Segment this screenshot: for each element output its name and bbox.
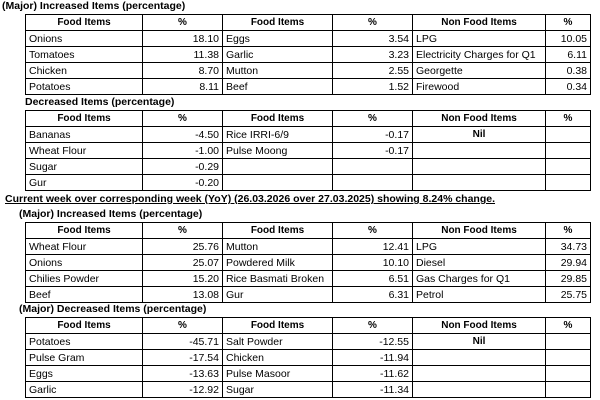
food-item-cell — [223, 175, 333, 191]
food-item-cell: Bananas — [26, 127, 143, 143]
percent-cell: 1.52 — [333, 79, 413, 95]
food-item-cell: Gur — [26, 175, 143, 191]
nil-cell: Nil — [413, 127, 546, 143]
column-header: Non Food Items — [413, 15, 546, 31]
food-item-cell: Pulse Masoor — [223, 366, 333, 382]
food-item-cell: Sugar — [26, 159, 143, 175]
percent-cell: 25.75 — [546, 287, 591, 303]
non-food-item-cell: Gas Charges for Q1 — [413, 271, 546, 287]
column-header: Food Items — [26, 223, 143, 239]
percent-cell: 11.38 — [143, 47, 223, 63]
non-food-item-cell: Georgette — [413, 63, 546, 79]
percent-cell: -0.17 — [333, 127, 413, 143]
percent-cell — [546, 350, 591, 366]
table-row — [26, 143, 591, 159]
food-item-cell: Rice Basmati Broken — [223, 271, 333, 287]
food-item-cell: Sugar — [223, 382, 333, 398]
percent-cell: -13.63 — [143, 366, 223, 382]
percent-cell: -11.34 — [333, 382, 413, 398]
food-item-cell: Beef — [223, 79, 333, 95]
percent-cell: 15.20 — [143, 271, 223, 287]
column-header: Food Items — [223, 111, 333, 127]
food-item-cell: Pulse Gram — [26, 350, 143, 366]
table-row — [26, 239, 591, 255]
column-header: Food Items — [223, 15, 333, 31]
column-header: % — [143, 223, 223, 239]
yoy-week-heading: Current week over corresponding week (YoY) (26.03.2026 over 27.03.2025) showing 8.24% change. — [5, 193, 496, 205]
non-food-item-cell: Diesel — [413, 255, 546, 271]
food-item-cell: Eggs — [26, 366, 143, 382]
column-header: % — [143, 15, 223, 31]
percent-cell: 29.85 — [546, 271, 591, 287]
non-food-item-cell: LPG — [413, 31, 546, 47]
food-item-cell: Tomatoes — [26, 47, 143, 63]
table-header-row — [26, 223, 591, 239]
percent-cell: 3.54 — [333, 31, 413, 47]
table-header-row — [26, 111, 591, 127]
percent-cell — [546, 382, 591, 398]
column-header: % — [333, 15, 413, 31]
table-row — [26, 334, 591, 350]
percent-cell: -17.54 — [143, 350, 223, 366]
percent-cell: 10.10 — [333, 255, 413, 271]
non-food-item-cell — [413, 143, 546, 159]
increased-items-table — [25, 14, 591, 95]
non-food-item-cell: LPG — [413, 239, 546, 255]
food-item-cell: Garlic — [26, 382, 143, 398]
non-food-item-cell — [413, 159, 546, 175]
food-item-cell: Potatoes — [26, 334, 143, 350]
percent-cell: 8.11 — [143, 79, 223, 95]
column-header: Food Items — [26, 111, 143, 127]
column-header: Food Items — [26, 318, 143, 334]
food-item-cell: Mutton — [223, 63, 333, 79]
food-item-cell: Eggs — [223, 31, 333, 47]
food-item-cell: Powdered Milk — [223, 255, 333, 271]
food-item-cell: Wheat Flour — [26, 239, 143, 255]
non-food-item-cell — [413, 350, 546, 366]
column-header: Food Items — [223, 223, 333, 239]
food-item-cell: Wheat Flour — [26, 143, 143, 159]
non-food-item-cell — [413, 382, 546, 398]
column-header: Food Items — [26, 15, 143, 31]
food-item-cell: Rice IRRI-6/9 — [223, 127, 333, 143]
percent-cell: 3.23 — [333, 47, 413, 63]
food-item-cell: Potatoes — [26, 79, 143, 95]
table-row — [26, 31, 591, 47]
table-row — [26, 63, 591, 79]
food-item-cell: Beef — [26, 287, 143, 303]
food-item-cell: Gur — [223, 287, 333, 303]
table-row — [26, 159, 591, 175]
percent-cell: 2.55 — [333, 63, 413, 79]
percent-cell: -0.29 — [143, 159, 223, 175]
percent-cell — [546, 143, 591, 159]
percent-cell: 29.94 — [546, 255, 591, 271]
percent-cell: 10.05 — [546, 31, 591, 47]
food-item-cell: Salt Powder — [223, 334, 333, 350]
table-row — [26, 366, 591, 382]
table-row — [26, 127, 591, 143]
percent-cell: 34.73 — [546, 239, 591, 255]
table-row — [26, 175, 591, 191]
percent-cell: -1.00 — [143, 143, 223, 159]
percent-cell: 12.41 — [333, 239, 413, 255]
percent-cell: -4.50 — [143, 127, 223, 143]
increased-items-yoy-table — [25, 222, 591, 303]
column-header: % — [546, 15, 591, 31]
percent-cell — [546, 366, 591, 382]
non-food-item-cell — [413, 366, 546, 382]
non-food-item-cell: Electricity Charges for Q1 — [413, 47, 546, 63]
table-row — [26, 47, 591, 63]
percent-cell: 25.07 — [143, 255, 223, 271]
section-title-increased: (Major) Increased Items (percentage) — [2, 0, 186, 12]
food-item-cell: Chilies Powder — [26, 271, 143, 287]
column-header: % — [333, 318, 413, 334]
decreased-items-yoy-table — [25, 317, 591, 398]
column-header: % — [143, 111, 223, 127]
percent-cell: 0.34 — [546, 79, 591, 95]
table-row — [26, 79, 591, 95]
percent-cell: -0.17 — [333, 143, 413, 159]
food-item-cell: Onions — [26, 255, 143, 271]
percent-cell: 8.70 — [143, 63, 223, 79]
percent-cell: -11.94 — [333, 350, 413, 366]
section-title-increased-yoy: (Major) Increased Items (percentage) — [19, 208, 203, 220]
percent-cell — [333, 175, 413, 191]
non-food-item-cell: Firewood — [413, 79, 546, 95]
column-header: % — [333, 111, 413, 127]
percent-cell — [333, 159, 413, 175]
food-item-cell: Chicken — [26, 63, 143, 79]
percent-cell — [546, 175, 591, 191]
column-header: % — [546, 223, 591, 239]
non-food-item-cell — [413, 175, 546, 191]
column-header: % — [546, 318, 591, 334]
food-item-cell: Mutton — [223, 239, 333, 255]
percent-cell: 18.10 — [143, 31, 223, 47]
percent-cell: 6.11 — [546, 47, 591, 63]
table-header-row — [26, 318, 591, 334]
food-item-cell: Garlic — [223, 47, 333, 63]
percent-cell: 6.51 — [333, 271, 413, 287]
percent-cell: -0.20 — [143, 175, 223, 191]
food-item-cell: Pulse Moong — [223, 143, 333, 159]
column-header: Food Items — [223, 318, 333, 334]
percent-cell: -11.62 — [333, 366, 413, 382]
percent-cell: 25.76 — [143, 239, 223, 255]
percent-cell — [546, 127, 591, 143]
percent-cell: 0.38 — [546, 63, 591, 79]
section-title-decreased: Decreased Items (percentage) — [25, 96, 175, 108]
non-food-item-cell: Petrol — [413, 287, 546, 303]
percent-cell: -12.55 — [333, 334, 413, 350]
decreased-items-table — [25, 110, 591, 191]
column-header: Non Food Items — [413, 111, 546, 127]
table-row — [26, 271, 591, 287]
food-item-cell — [223, 159, 333, 175]
table-row — [26, 382, 591, 398]
table-header-row — [26, 15, 591, 31]
table-row — [26, 350, 591, 366]
percent-cell — [546, 159, 591, 175]
food-item-cell: Chicken — [223, 350, 333, 366]
section-title-decreased-yoy: (Major) Decreased Items (percentage) — [19, 303, 207, 315]
table-row — [26, 287, 591, 303]
percent-cell: 6.31 — [333, 287, 413, 303]
percent-cell: -45.71 — [143, 334, 223, 350]
percent-cell: 13.08 — [143, 287, 223, 303]
column-header: % — [333, 223, 413, 239]
column-header: % — [143, 318, 223, 334]
table-row — [26, 255, 591, 271]
food-item-cell: Onions — [26, 31, 143, 47]
column-header: % — [546, 111, 591, 127]
percent-cell: -12.92 — [143, 382, 223, 398]
nil-cell: Nil — [413, 334, 546, 350]
percent-cell — [546, 334, 591, 350]
column-header: Non Food Items — [413, 318, 546, 334]
column-header: Non Food Items — [413, 223, 546, 239]
